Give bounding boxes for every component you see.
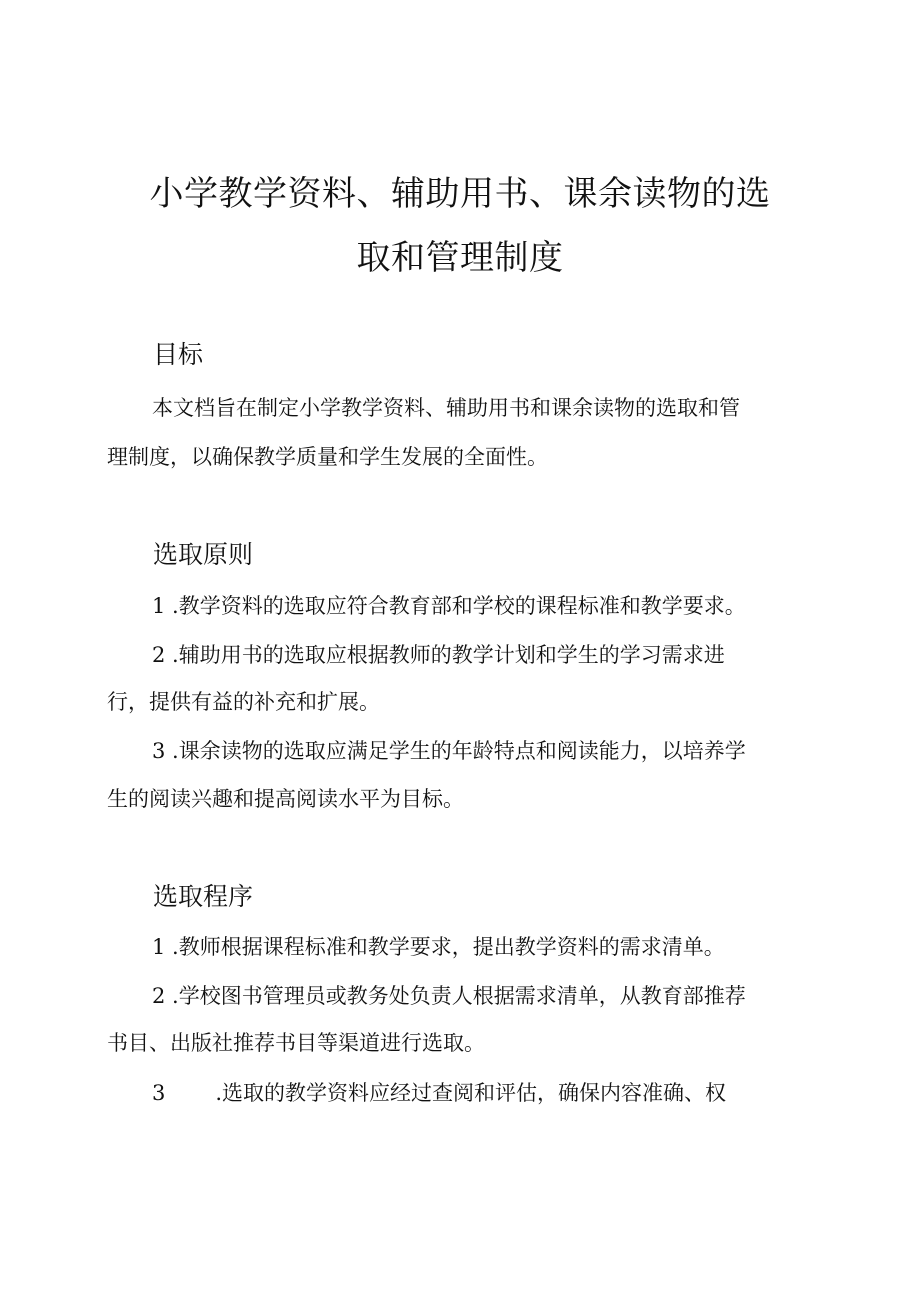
section-heading-goal: 目标	[153, 340, 204, 369]
document-title-line-2: 取和管理制度	[356, 238, 564, 278]
principle-item-1-line-1: 1 .教学资料的选取应符合教育部和学校的课程标准和教学要求。	[152, 594, 746, 618]
goal-paragraph-line-1: 本文档旨在制定小学教学资料、辅助用书和课余读物的选取和管	[152, 396, 740, 420]
principle-item-3-line-1: 3 .课余读物的选取应满足学生的年龄特点和阅读能力，以培养学	[152, 739, 746, 763]
procedure-item-3-text: .选取的教学资料应经过查阅和评估，确保内容准确、权	[215, 1081, 727, 1105]
section-heading-procedure: 选取程序	[153, 882, 254, 911]
procedure-item-1-line-1: 1 .教师根据课程标准和教学要求，提出教学资料的需求清单。	[152, 935, 725, 959]
goal-paragraph-line-2: 理制度，以确保教学质量和学生发展的全面性。	[107, 445, 548, 469]
procedure-item-2-line-2: 书目、出版社推荐书目等渠道进行选取。	[107, 1031, 485, 1055]
document-title-line-1: 小学教学资料、辅助用书、课余读物的选	[149, 174, 771, 214]
procedure-item-3-number: 3	[152, 1081, 166, 1105]
section-heading-principles: 选取原则	[153, 540, 254, 569]
principle-item-2-line-2: 行，提供有益的补充和扩展。	[107, 690, 380, 714]
principle-item-3-line-2: 生的阅读兴趣和提高阅读水平为目标。	[107, 787, 464, 811]
procedure-item-2-line-1: 2 .学校图书管理员或教务处负责人根据需求清单，从教育部推荐	[152, 984, 746, 1008]
principle-item-2-line-1: 2 .辅助用书的选取应根据教师的教学计划和学生的学习需求进	[152, 643, 725, 667]
procedure-item-3-line-1	[152, 1081, 726, 1106]
